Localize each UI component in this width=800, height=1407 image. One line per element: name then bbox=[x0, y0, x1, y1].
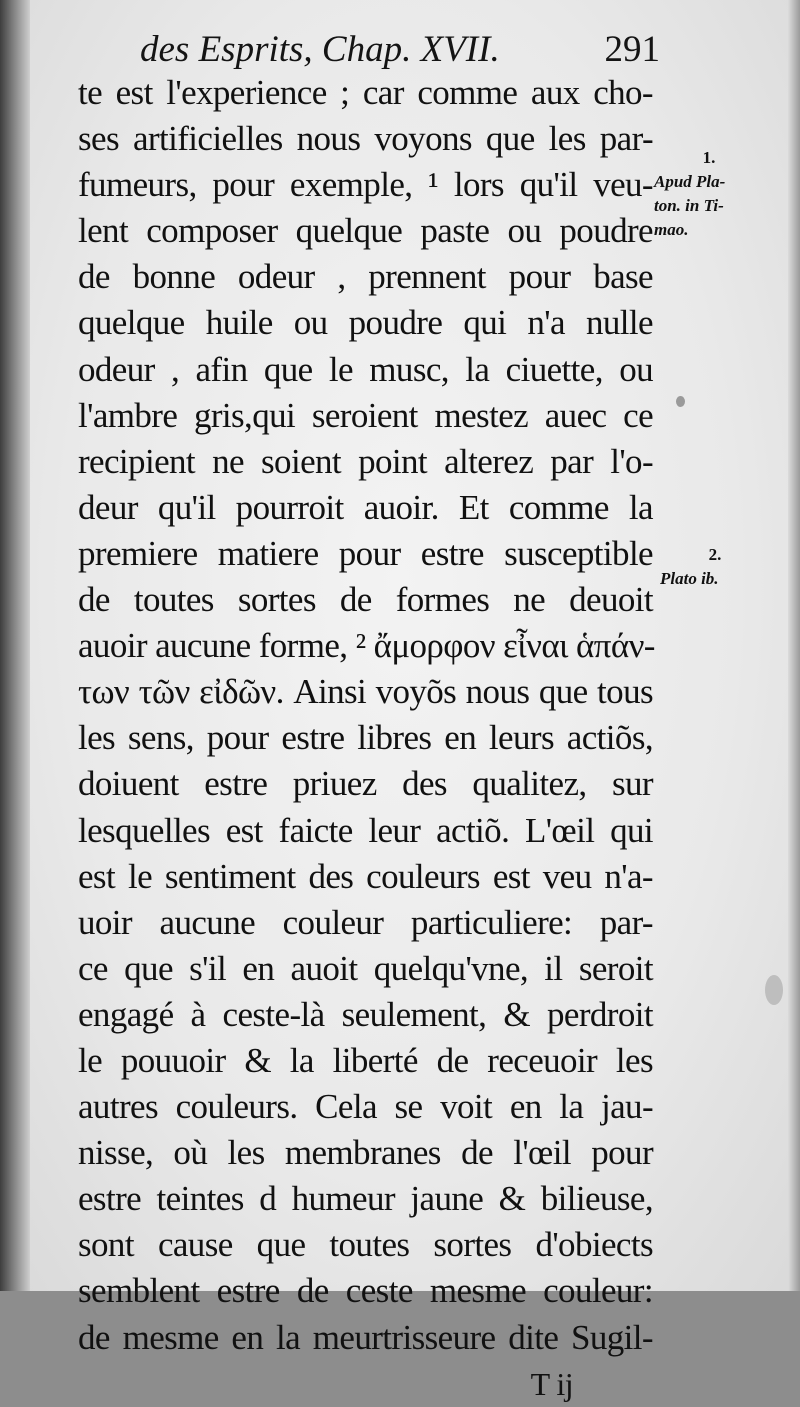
text-line: doiuent estre priuez des qualitez, sur bbox=[78, 764, 653, 804]
text-line: de bonne odeur , prennent pour base bbox=[78, 257, 653, 297]
margin-note-1 bbox=[654, 146, 764, 242]
signature-mark: T ij bbox=[530, 1365, 573, 1402]
text-line: estre teintes d humeur jaune & bilieuse, bbox=[78, 1179, 653, 1219]
text-line: lent composer quelque paste ou poudre bbox=[78, 211, 653, 251]
margin-note-2 bbox=[660, 543, 770, 591]
text-line: recipient ne soient point alterez par l'o- bbox=[78, 441, 653, 481]
text-line: auoir aucune forme, ² ἄμορφον εἶναι ἁπάν- bbox=[78, 626, 655, 666]
page-edge bbox=[788, 0, 800, 1291]
note-line: Apud Pla- bbox=[654, 172, 726, 191]
note-number: 1. bbox=[702, 148, 716, 167]
page-number: 291 bbox=[604, 29, 660, 70]
text-line: premiere matiere pour estre susceptible bbox=[78, 533, 653, 573]
text-line: fumeurs, pour exemple, ¹ lors qu'il veu- bbox=[78, 165, 653, 205]
note-number: 2. bbox=[708, 545, 722, 564]
text-line: ce que s'il en auoit quelqu'vne, il seroit bbox=[78, 948, 653, 988]
text-line: est le sentiment des couleurs est veu n'a- bbox=[78, 856, 653, 896]
text-line: de toutes sortes de formes ne deuoit bbox=[78, 580, 653, 620]
text-line: les sens, pour estre libres en leurs actiõs, bbox=[78, 718, 653, 758]
page-binding-shadow bbox=[0, 0, 30, 1291]
text-line: deur qu'il pourroit auoir. Et comme la bbox=[78, 487, 653, 527]
text-line: le pouuoir & la liberté de receuoir les bbox=[78, 1040, 653, 1080]
note-line: Plato ib. bbox=[660, 569, 719, 588]
text-line: sont cause que toutes sortes d'obiects bbox=[78, 1225, 653, 1265]
running-title: des Esprits, Chap. XVII. bbox=[140, 29, 500, 70]
text-line: ses artificielles nous voyons que les par- bbox=[78, 119, 653, 159]
text-line: te est l'experience ; car comme aux cho- bbox=[78, 73, 653, 112]
text-line: de mesme en la meurtrisseure dite Sugil- bbox=[78, 1317, 653, 1357]
paper-stain bbox=[765, 975, 783, 1005]
note-line: mao. bbox=[654, 220, 689, 239]
main-text bbox=[78, 70, 653, 1407]
note-line: ton. in Ti- bbox=[654, 196, 724, 215]
text-line: uoir aucune couleur particuliere: par- bbox=[78, 902, 653, 942]
text-line: των τῶν εἰδῶν. Ainsi voyõs nous que tous bbox=[78, 672, 653, 712]
text-line: semblent estre de ceste mesme couleur: bbox=[78, 1271, 653, 1311]
text-line: lesquelles est faicte leur actiõ. L'œil qui bbox=[78, 810, 653, 850]
text-line: nisse, où les membranes de l'œil pour bbox=[78, 1133, 653, 1173]
text-line: engagé à ceste-là seulement, & perdroit bbox=[78, 994, 653, 1034]
text-line: quelque huile ou poudre qui n'a nulle bbox=[78, 303, 653, 343]
text-line: l'ambre gris,qui seroient mestez auec ce bbox=[78, 395, 653, 435]
paper-speck bbox=[676, 396, 685, 407]
text-line: autres couleurs. Cela se voit en la jau- bbox=[78, 1087, 653, 1127]
text-line: odeur , afin que le musc, la ciuette, ou bbox=[78, 349, 653, 389]
